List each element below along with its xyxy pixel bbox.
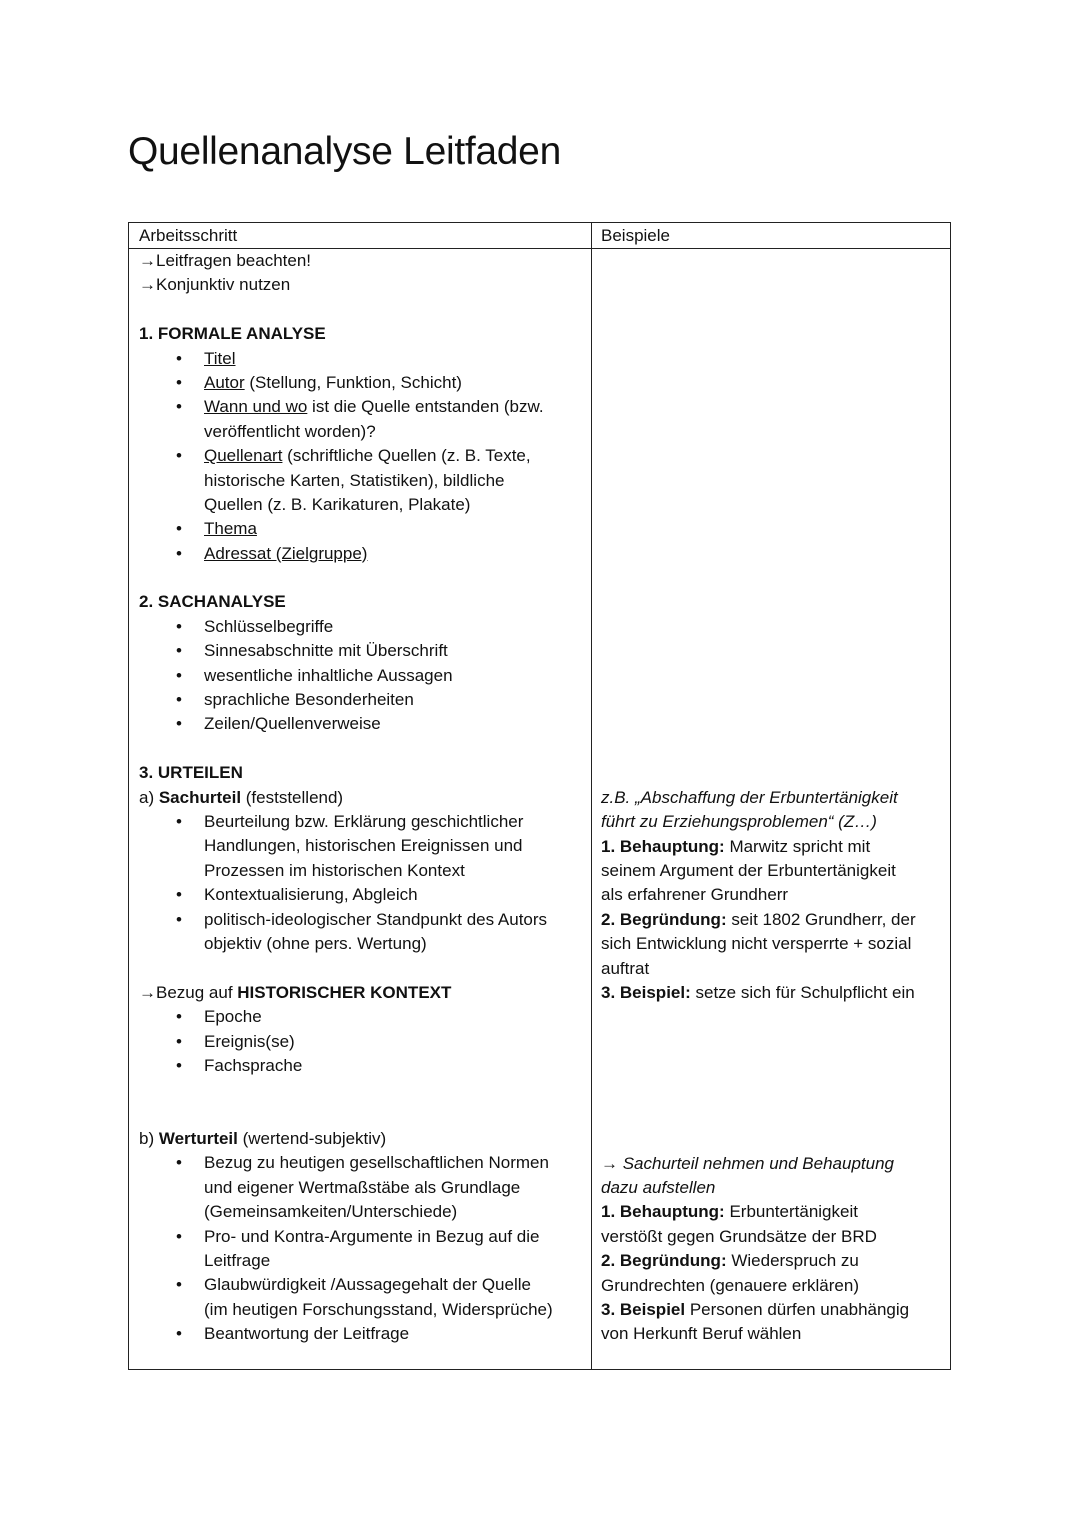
list-item: Leitfrage (204, 1251, 271, 1271)
list-item: • wesentliche inhaltliche Aussagen (139, 664, 589, 688)
section-heading: 2. SACHANALYSE (139, 592, 286, 612)
context-heading (139, 981, 589, 1005)
list-item: (im heutigen Forschungsstand, Widersprüche) (204, 1299, 553, 1319)
list-item: objektiv (ohne pers. Wertung) (204, 933, 427, 953)
text-span: Marwitz spricht mit (724, 836, 871, 856)
example-quote: z.B. „Abschaffung der Erbuntertänigkeit (601, 787, 898, 807)
text-span: (feststellend) (241, 787, 344, 807)
example-line: auftrat (601, 958, 650, 978)
text-span: 3. Beispiel (601, 1300, 686, 1320)
text-span: 2. Begründung: (601, 909, 727, 929)
blank-line (139, 1103, 589, 1127)
example-line: als erfahrener Grundherr (601, 885, 789, 905)
text-span: 2. Begründung: (601, 1251, 727, 1271)
list-item: • Fachsprache (139, 1054, 589, 1078)
text-span: →Bezug auf (139, 982, 238, 1002)
text-span: Erbuntertänigkeit (724, 1202, 858, 1222)
list-item: • Pro- und Kontra-Argumente in Bezug auf die (139, 1225, 589, 1249)
header-arbeitsschritt: Arbeitsschritt (139, 226, 238, 245)
list-item: • politisch-ideologischer Standpunkt des Autors (139, 908, 589, 932)
blank-line (139, 956, 589, 980)
text-span: (schriftliche Quellen (z. B. Texte, (282, 446, 531, 466)
text-span: Wann und wo (204, 397, 308, 417)
text-span: Adressat (Zielgruppe) (204, 543, 368, 563)
example-line: Grundrechten (genauere erklären) (601, 1275, 859, 1295)
intro-line: →Leitfragen beachten! (139, 251, 312, 270)
example-line (601, 981, 946, 1005)
list-item: Prozessen im historischen Kontext (204, 860, 465, 880)
example-line: verstößt gegen Grundsätze der BRD (601, 1226, 877, 1246)
list-item (139, 347, 589, 371)
example-line (601, 1200, 946, 1224)
list-item: Handlungen, historischen Ereignissen und (204, 836, 523, 856)
list-item (139, 444, 589, 468)
list-item-cont: Quellen (z. B. Karikaturen, Plakate) (204, 494, 471, 514)
subsection-heading (139, 1127, 589, 1151)
blank-line (139, 298, 589, 322)
text-span: Sachurteil (158, 787, 242, 807)
text-span: Werturteil (158, 1129, 238, 1149)
list-item: • Zeilen/Quellenverweise (139, 712, 589, 736)
text-span: (Stellung, Funktion, Schicht) (244, 372, 462, 392)
list-item (139, 542, 589, 566)
list-item: (Gemeinsamkeiten/Unterschiede) (204, 1202, 458, 1222)
list-item-cont: veröffentlicht worden)? (204, 421, 376, 441)
list-item: • Beurteilung bzw. Erklärung geschichtlicher (139, 810, 589, 834)
text-span: Titel (204, 348, 236, 368)
example-line (601, 908, 946, 932)
example-line: von Herkunft Beruf wählen (601, 1324, 802, 1344)
text-span: Wiederspruch zu (726, 1251, 859, 1271)
text-span: (wertend-subjektiv) (237, 1129, 387, 1149)
example-line: sich Entwicklung nicht versperrte + sozial (601, 934, 912, 954)
list-item (139, 517, 589, 541)
list-item: • Beantwortung der Leitfrage (139, 1322, 589, 1346)
list-item: • sprachliche Besonderheiten (139, 688, 589, 712)
intro-line: →Konjunktiv nutzen (139, 275, 291, 295)
list-item: • Kontextualisierung, Abgleich (139, 883, 589, 907)
blank-line (139, 566, 589, 590)
examples-column (601, 249, 946, 1347)
blank-line (139, 737, 589, 761)
text-span: 3. Beispiel: (601, 982, 691, 1002)
blank-line (139, 1078, 589, 1102)
page-title: Quellenanalyse Leitfaden (128, 130, 561, 173)
list-item: • Epoche (139, 1005, 589, 1029)
text-span: Autor (204, 372, 245, 392)
text-span: Thema (204, 519, 257, 539)
table-header-row (129, 223, 950, 249)
steps-column (139, 249, 589, 1347)
list-item: • Sinnesabschnitte mit Überschrift (139, 639, 589, 663)
text-span: seit 1802 Grundherr, der (726, 909, 916, 929)
example-intro: → Sachurteil nehmen und Behauptung (601, 1153, 894, 1173)
text-span: Personen dürfen unabhängig (685, 1300, 910, 1320)
example-line (601, 1298, 946, 1322)
guide-table (128, 222, 951, 1370)
list-item (139, 371, 589, 395)
text-span: 1. Behauptung: (601, 1202, 725, 1222)
text-span: a) (139, 787, 159, 807)
text-span: Quellenart (204, 446, 283, 466)
example-line (601, 1249, 946, 1273)
section-heading: 3. URTEILEN (139, 763, 243, 783)
example-intro: dazu aufstellen (601, 1178, 716, 1198)
text-span: b) (139, 1129, 159, 1149)
example-line (601, 835, 946, 859)
text-span: ist die Quelle entstanden (bzw. (307, 397, 544, 417)
header-beispiele: Beispiele (601, 226, 670, 245)
example-quote: führt zu Erziehungsproblemen“ (Z…) (601, 812, 877, 832)
list-item: • Schlüsselbegriffe (139, 615, 589, 639)
list-item (139, 395, 589, 419)
text-span: HISTORISCHER KONTEXT (237, 982, 452, 1002)
list-item: • Glaubwürdigkeit /Aussagegehalt der Quelle (139, 1273, 589, 1297)
list-item-cont: historische Karten, Statistiken), bildliche (204, 470, 505, 490)
text-span: 1. Behauptung: (601, 836, 725, 856)
example-line: seinem Argument der Erbuntertänigkeit (601, 860, 896, 880)
list-item: • Ereignis(se) (139, 1030, 589, 1054)
section-heading: 1. FORMALE ANALYSE (139, 324, 326, 344)
column-divider (591, 223, 592, 1369)
list-item: und eigener Wertmaßstäbe als Grundlage (204, 1177, 521, 1197)
list-item: • Bezug zu heutigen gesellschaftlichen Normen (139, 1151, 589, 1175)
text-span: setze sich für Schulpflicht ein (690, 982, 915, 1002)
subsection-heading (139, 786, 589, 810)
